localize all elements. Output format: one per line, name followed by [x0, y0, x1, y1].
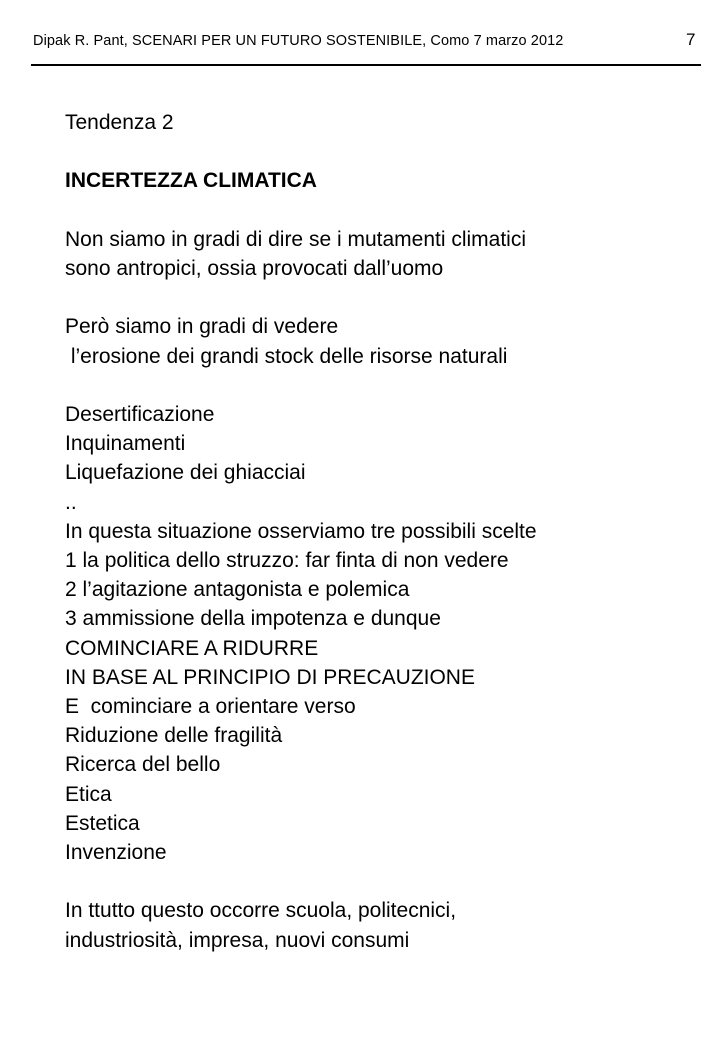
page-number: 7: [686, 30, 696, 49]
body-spacer: [65, 867, 685, 896]
body-line: Invenzione: [65, 841, 167, 865]
body-line: Riduzione delle fragilità: [65, 724, 283, 748]
slide-body: [65, 108, 685, 955]
body-line: In questa situazione osserviamo tre possibili scelte: [65, 519, 537, 543]
body-line: Estetica: [65, 811, 140, 835]
body-line: IN BASE AL PRINCIPIO DI PRECAUZIONE: [65, 665, 475, 689]
body-line: Inquinamenti: [65, 432, 186, 456]
body-spacer: [65, 283, 685, 312]
body-spacer: [65, 371, 685, 400]
body-line: In ttutto questo occorre scuola, politecnici,: [65, 899, 457, 923]
body-line: Però siamo in gradi di vedere: [65, 315, 339, 339]
body-line: l’erosione dei grandi stock delle risorse naturali: [65, 344, 508, 368]
body-spacer: [65, 196, 685, 225]
body-line: Non siamo in gradi di dire se i mutamenti climatici: [65, 227, 527, 251]
body-line: industriosità, impresa, nuovi consumi: [65, 928, 410, 952]
body-line: INCERTEZZA CLIMATICA: [65, 169, 317, 193]
body-line: Etica: [65, 782, 112, 806]
body-line: Ricerca del bello: [65, 753, 221, 777]
body-line: 3 ammissione della impotenza e dunque: [65, 607, 441, 631]
body-line: E cominciare a orientare verso: [65, 695, 356, 718]
body-line: Desertificazione: [65, 402, 215, 426]
body-line: Liquefazione dei ghiacciai: [65, 461, 306, 485]
body-line: 1 la politica dello struzzo: far finta di non vedere: [65, 548, 509, 572]
body-line: ..: [65, 490, 77, 514]
body-spacer: [65, 137, 685, 166]
header-title: Dipak R. Pant, SCENARI PER UN FUTURO SOSTENIBILE, Como 7 marzo 2012: [33, 33, 564, 49]
body-line: 2 l’agitazione antagonista e polemica: [65, 578, 410, 602]
page-header: [0, 0, 720, 70]
body-line: COMINCIARE A RIDURRE: [65, 636, 319, 660]
body-line: sono antropici, ossia provocati dall’uomo: [65, 256, 444, 280]
header-divider: [31, 64, 701, 66]
body-line: Tendenza 2: [65, 111, 174, 134]
